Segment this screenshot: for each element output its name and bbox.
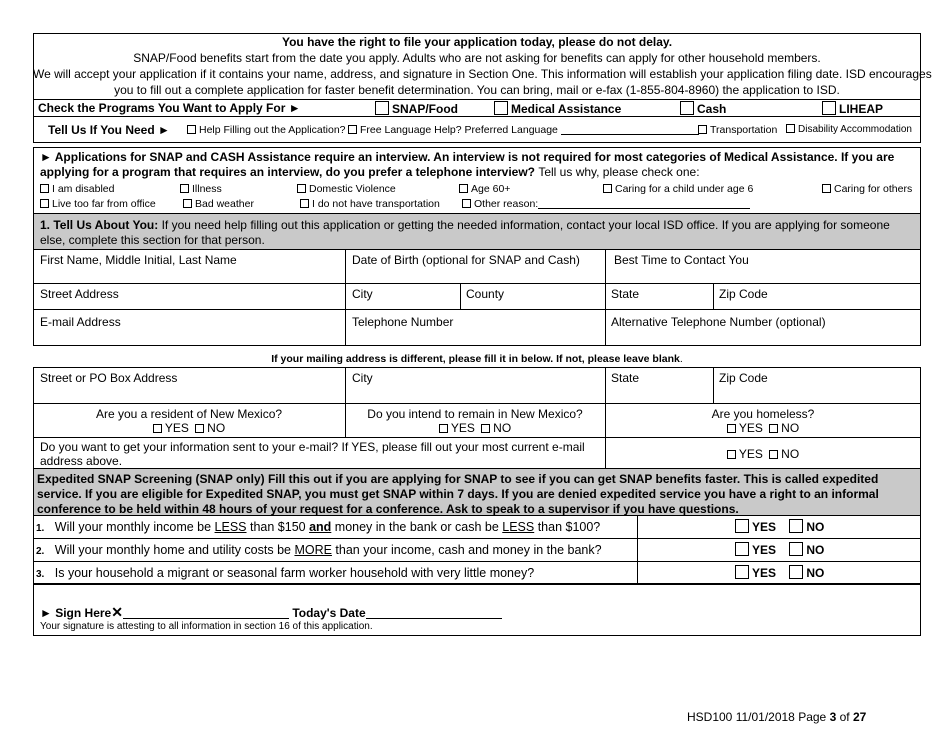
q2-answers[interactable]: YES NO [735, 542, 824, 557]
checkbox[interactable] [789, 519, 803, 533]
remain-question: Do you intend to remain in New Mexico? [367, 407, 583, 421]
help-language[interactable]: Free Language Help? Preferred Language [348, 124, 699, 136]
field-name[interactable]: First Name, Middle Initial, Last Name [40, 253, 237, 267]
checkbox[interactable] [822, 184, 831, 193]
checkbox[interactable] [439, 424, 448, 433]
interview-opt-disabled[interactable]: I am disabled [40, 183, 114, 195]
expedited-q3: 3. Is your household a migrant or seasonal farm worker household with very little money? [36, 566, 535, 580]
checkbox[interactable] [297, 184, 306, 193]
checkbox[interactable] [300, 199, 309, 208]
checkbox[interactable] [727, 424, 736, 433]
interview-opt-dv[interactable]: Domestic Violence [297, 183, 396, 195]
help-disability[interactable]: Disability Accommodation [786, 124, 912, 135]
field-alt-phone[interactable]: Alternative Telephone Number (optional) [611, 315, 826, 329]
mailing-note: If your mailing address is different, please fill it in below. If not, please leave blank. [271, 353, 683, 365]
page-footer: HSD100 11/01/2018 Page 3 of 27 [687, 710, 867, 724]
field-best-time[interactable]: Best Time to Contact You [614, 253, 749, 267]
email-answers[interactable]: YES NO [605, 447, 921, 461]
homeless-answers[interactable]: YES NO [605, 421, 921, 435]
section1-header: 1. Tell Us About You: If you need help filling out this application or getting the needed information, contact your local ISD office. If you are applying for someone else, complete this section for that person. [40, 218, 890, 247]
interview-opt-far[interactable]: Live too far from office [40, 198, 156, 210]
program-cash[interactable]: Cash [680, 101, 726, 116]
program-snap[interactable]: SNAP/Food [375, 101, 458, 116]
remain-answers[interactable]: YES NO [345, 421, 605, 435]
checkbox[interactable] [183, 199, 192, 208]
checkbox[interactable] [735, 519, 749, 533]
notice-line2: SNAP/Food benefits start from the date you apply. Adults who are not asking for benefits can apply for other household members. [133, 51, 821, 65]
programs-label: Check the Programs You Want to Apply For ► [38, 101, 301, 115]
q3-answers[interactable]: YES NO [735, 565, 824, 580]
field-zip[interactable]: Zip Code [719, 287, 768, 301]
interview-opt-transport[interactable]: I do not have transportation [300, 198, 440, 210]
checkbox[interactable] [348, 125, 357, 134]
interview-opt-age[interactable]: Age 60+ [459, 183, 510, 195]
checkbox[interactable] [789, 565, 803, 579]
field-street[interactable]: Street Address [40, 287, 119, 301]
expedited-q2: 2. Will your monthly home and utility costs be MORE than your income, cash and money in the bank? [36, 543, 602, 557]
field-state[interactable]: State [611, 287, 640, 301]
checkbox[interactable] [822, 101, 836, 115]
interview-opt-illness[interactable]: Illness [180, 183, 222, 195]
checkbox[interactable] [40, 184, 49, 193]
checkbox[interactable] [481, 424, 490, 433]
checkbox[interactable] [769, 450, 778, 459]
notice-line3: We will accept your application if it contains your name, address, and signature in Section One. This information will establish your application filing date. ISD encourages [33, 67, 932, 81]
checkbox[interactable] [494, 101, 508, 115]
checkbox[interactable] [789, 542, 803, 556]
x-icon: ✕ [111, 604, 123, 620]
checkbox[interactable] [769, 424, 778, 433]
interview-opt-others[interactable]: Caring for others [822, 183, 912, 195]
field-email[interactable]: E-mail Address [40, 315, 121, 329]
field-dob[interactable]: Date of Birth (optional for SNAP and Cash) [352, 253, 580, 267]
interview-text: ► Applications for SNAP and CASH Assistance require an interview. An interview is not required for most categories of Medical Assistance. If you are applying for a program that requires an interview, do you prefer a telephone interview? Tell us why, please check one: [40, 150, 895, 179]
checkbox[interactable] [195, 424, 204, 433]
mail-zip[interactable]: Zip Code [719, 371, 768, 385]
interview-opt-other[interactable]: Other reason: [462, 198, 750, 210]
program-medical[interactable]: Medical Assistance [494, 101, 621, 116]
signature-note: Your signature is attesting to all information in section 16 of this application. [40, 621, 373, 632]
checkbox[interactable] [153, 424, 162, 433]
mail-city[interactable]: City [352, 371, 373, 385]
interview-opt-weather[interactable]: Bad weather [183, 198, 254, 210]
checkbox[interactable] [727, 450, 736, 459]
help-transportation[interactable]: Transportation [698, 124, 777, 136]
help-label: Tell Us If You Need ► [48, 123, 170, 137]
checkbox[interactable] [735, 542, 749, 556]
resident-answers[interactable]: YES NO [33, 421, 345, 435]
help-filling[interactable]: Help Filling out the Application? [187, 124, 346, 136]
expedited-q1: 1. Will your monthly income be LESS than $150 and money in the bank or cash be LESS than $100? [36, 520, 601, 534]
interview-opt-child[interactable]: Caring for a child under age 6 [603, 183, 753, 195]
field-city[interactable]: City [352, 287, 373, 301]
checkbox[interactable] [459, 184, 468, 193]
checkbox[interactable] [786, 124, 795, 133]
checkbox[interactable] [603, 184, 612, 193]
checkbox[interactable] [40, 199, 49, 208]
sign-here[interactable]: ► Sign Here✕ Today's Date [40, 604, 502, 621]
checkbox[interactable] [187, 125, 196, 134]
checkbox[interactable] [462, 199, 471, 208]
mail-street[interactable]: Street or PO Box Address [40, 371, 178, 385]
notice-line4: you to fill out a complete application for faster benefit determination. You can bring, mail or e-fax (1-855-804-8960) the application to ISD. [114, 83, 840, 97]
program-liheap[interactable]: LIHEAP [822, 101, 883, 116]
q1-answers[interactable]: YES NO [735, 519, 824, 534]
notice-line1: You have the right to file your application today, please do not delay. [281, 35, 673, 49]
checkbox[interactable] [698, 125, 707, 134]
checkbox[interactable] [375, 101, 389, 115]
checkbox[interactable] [680, 101, 694, 115]
field-phone[interactable]: Telephone Number [352, 315, 454, 329]
resident-question: Are you a resident of New Mexico? [95, 407, 283, 421]
mail-state[interactable]: State [611, 371, 640, 385]
checkbox[interactable] [180, 184, 189, 193]
email-question: Do you want to get your information sent to your e-mail? If YES, please fill out your most current e-mail address above. [40, 440, 585, 468]
field-county[interactable]: County [466, 287, 505, 301]
expedited-text: Expedited SNAP Screening (SNAP only) Fill this out if you are applying for SNAP to see if you can get SNAP benefits faster. This is called expedited service. If you are eligible for Expedited SNAP, you must get SNAP within 7 days. If you are denied expedited service you have a right to an informal conference to be held within 48 hours of your request for a conference. Ask to speak to a supervisor if you have questions. [37, 472, 879, 516]
checkbox[interactable] [735, 565, 749, 579]
homeless-question: Are you homeless? [711, 407, 815, 421]
